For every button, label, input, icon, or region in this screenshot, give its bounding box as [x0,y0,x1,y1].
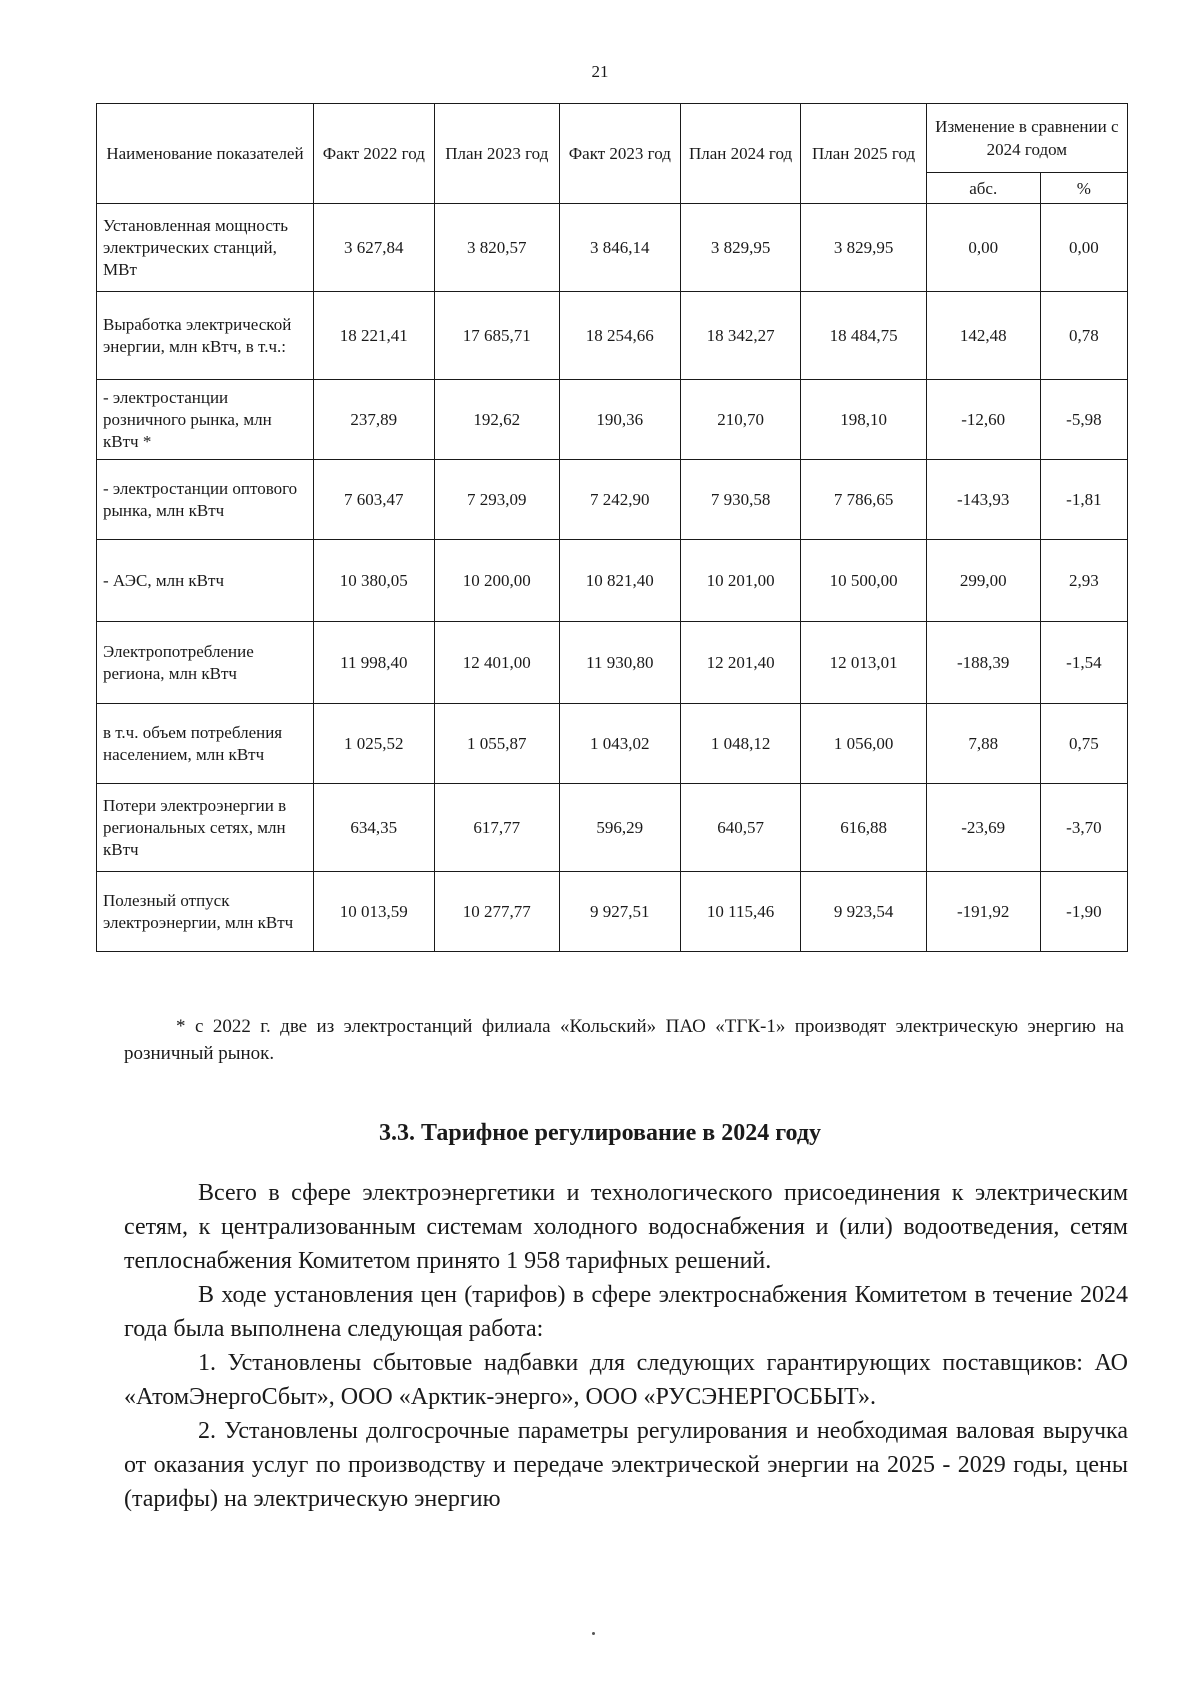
cell-fact-2023: 596,29 [559,784,680,872]
header-fact-2022: Факт 2022 год [313,104,434,204]
row-name: - электростанции розничного рынка, млн кВтч * [97,380,314,460]
cell-plan-2024: 12 201,40 [680,622,801,704]
cell-abs: 142,48 [926,292,1040,380]
cell-fact-2023: 11 930,80 [559,622,680,704]
paragraph: 1. Установлены сбытовые надбавки для следующих гарантирующих поставщиков: АО «АтомЭнергоСбыт», ООО «Арктик-энерго», ООО «РУСЭНЕРГОСБЫТ». [124,1350,1128,1410]
header-abs: абс. [926,173,1040,204]
cell-plan-2024: 1 048,12 [680,704,801,784]
cell-fact-2023: 10 821,40 [559,540,680,622]
row-name: Установленная мощность электрических станций, МВт [97,204,314,292]
cell-abs: 299,00 [926,540,1040,622]
header-plan-2024: План 2024 год [680,104,801,204]
header-name: Наименование показателей [97,104,314,204]
cell-plan-2024: 10 115,46 [680,872,801,952]
cell-fact-2022: 11 998,40 [313,622,434,704]
cell-fact-2023: 18 254,66 [559,292,680,380]
table-row [97,622,1128,704]
cell-plan-2024: 3 829,95 [680,204,801,292]
cell-fact-2022: 7 603,47 [313,460,434,540]
cell-plan-2024: 7 930,58 [680,460,801,540]
cell-plan-2025: 18 484,75 [801,292,926,380]
cell-fact-2022: 237,89 [313,380,434,460]
row-name: Электропотребление региона, млн кВтч [97,622,314,704]
paragraph: Всего в сфере электроэнергетики и технологического присоединения к электрическим сетям, к централизованным системам холодного водоснабжения и (или) водоотведения, сетям теплоснабжения Комитетом принято 1 958 тарифных решений. [124,1180,1128,1274]
cell-fact-2023: 3 846,14 [559,204,680,292]
cell-abs: 7,88 [926,704,1040,784]
cell-plan-2023: 3 820,57 [434,204,559,292]
cell-abs: -191,92 [926,872,1040,952]
cell-plan-2024: 10 201,00 [680,540,801,622]
table-row [97,872,1128,952]
cell-fact-2022: 10 380,05 [313,540,434,622]
header-change: Изменение в сравнении с 2024 годом [926,104,1127,173]
cell-fact-2022: 18 221,41 [313,292,434,380]
cell-abs: -188,39 [926,622,1040,704]
row-name: - АЭС, млн кВтч [97,540,314,622]
cell-abs: -143,93 [926,460,1040,540]
energy-indicators-table [96,103,1128,952]
cell-fact-2023: 190,36 [559,380,680,460]
cell-pct: -3,70 [1040,784,1127,872]
cell-plan-2025: 1 056,00 [801,704,926,784]
cell-pct: 0,75 [1040,704,1127,784]
cell-plan-2025: 7 786,65 [801,460,926,540]
row-name: Полезный отпуск электроэнергии, млн кВтч [97,872,314,952]
cell-abs: 0,00 [926,204,1040,292]
scan-speck [592,1632,595,1635]
cell-pct: -5,98 [1040,380,1127,460]
cell-plan-2023: 12 401,00 [434,622,559,704]
cell-plan-2024: 210,70 [680,380,801,460]
header-pct: % [1040,173,1127,204]
cell-plan-2023: 10 200,00 [434,540,559,622]
cell-fact-2023: 9 927,51 [559,872,680,952]
cell-plan-2025: 616,88 [801,784,926,872]
cell-fact-2023: 1 043,02 [559,704,680,784]
paragraph: 2. Установлены долгосрочные параметры регулирования и необходимая валовая выручка от оказания услуг по производству и передаче электрической энергии на 2025 - 2029 годы, цены (тарифы) на электрическую энергию [124,1418,1128,1512]
cell-plan-2023: 17 685,71 [434,292,559,380]
cell-pct: 0,78 [1040,292,1127,380]
cell-pct: -1,90 [1040,872,1127,952]
row-name: - электростанции оптового рынка, млн кВтч [97,460,314,540]
row-name: в т.ч. объем потребления населением, млн кВтч [97,704,314,784]
cell-plan-2023: 617,77 [434,784,559,872]
cell-plan-2024: 640,57 [680,784,801,872]
cell-plan-2023: 192,62 [434,380,559,460]
section-heading: 3.3. Тарифное регулирование в 2024 году [379,1120,821,1146]
cell-fact-2022: 1 025,52 [313,704,434,784]
cell-fact-2023: 7 242,90 [559,460,680,540]
cell-abs: -12,60 [926,380,1040,460]
table-row [97,292,1128,380]
section-body [124,1176,1128,1516]
header-fact-2023: Факт 2023 год [559,104,680,204]
cell-plan-2023: 10 277,77 [434,872,559,952]
cell-fact-2022: 3 627,84 [313,204,434,292]
header-plan-2023: План 2023 год [434,104,559,204]
cell-plan-2025: 198,10 [801,380,926,460]
table-row [97,704,1128,784]
cell-plan-2023: 7 293,09 [434,460,559,540]
table-footnote: * с 2022 г. две из электростанций филиала «Кольский» ПАО «ТГК-1» производят электрическую энергию на розничный рынок. [124,1016,1124,1064]
header-plan-2025: План 2025 год [801,104,926,204]
cell-plan-2023: 1 055,87 [434,704,559,784]
table-row [97,784,1128,872]
table-row [97,540,1128,622]
cell-pct: -1,54 [1040,622,1127,704]
page-number: 21 [591,62,609,81]
table-row [97,204,1128,292]
cell-pct: 2,93 [1040,540,1127,622]
table-row [97,380,1128,460]
row-name: Выработка электрической энергии, млн кВтч, в т.ч.: [97,292,314,380]
cell-abs: -23,69 [926,784,1040,872]
table-row [97,460,1128,540]
cell-fact-2022: 10 013,59 [313,872,434,952]
cell-plan-2024: 18 342,27 [680,292,801,380]
paragraph: В ходе установления цен (тарифов) в сфере электроснабжения Комитетом в течение 2024 года была выполнена следующая работа: [124,1282,1128,1342]
cell-pct: 0,00 [1040,204,1127,292]
row-name: Потери электроэнергии в региональных сетях, млн кВтч [97,784,314,872]
table-header-row [97,104,1128,173]
cell-plan-2025: 3 829,95 [801,204,926,292]
cell-fact-2022: 634,35 [313,784,434,872]
cell-plan-2025: 9 923,54 [801,872,926,952]
cell-plan-2025: 12 013,01 [801,622,926,704]
cell-plan-2025: 10 500,00 [801,540,926,622]
cell-pct: -1,81 [1040,460,1127,540]
